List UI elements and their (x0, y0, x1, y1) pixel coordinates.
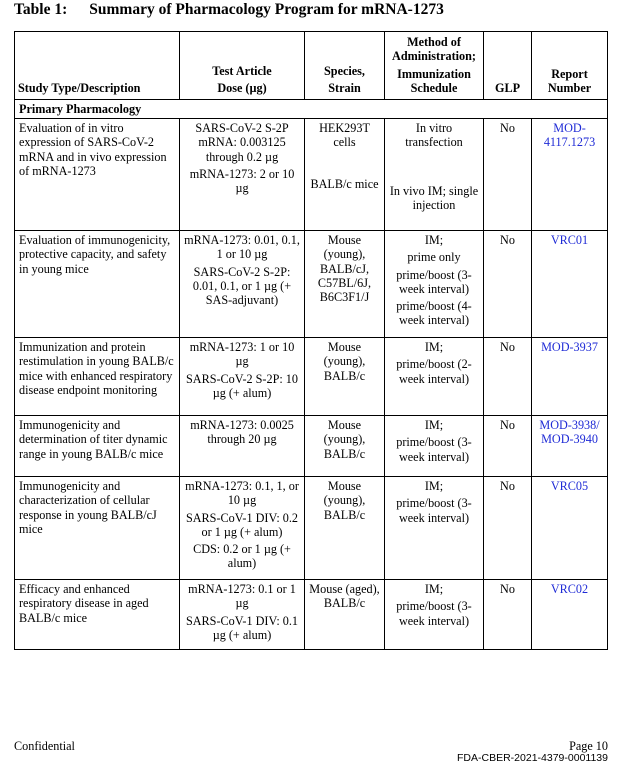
row-species: Mouse (young), BALB/c (305, 338, 385, 416)
table-row (15, 477, 608, 580)
row-description: Immunogenicity and characterization of cellular response in young BALB/cJ mice (15, 477, 180, 580)
table-row (15, 119, 608, 231)
row-species: Mouse (young), BALB/c (305, 477, 385, 580)
row-species: HEK293T cells BALB/c mice (305, 119, 385, 231)
header-study-type: Study Type/Description (15, 32, 180, 100)
header-glp: GLP (484, 32, 532, 100)
row-glp: No (484, 580, 532, 650)
row-report-link[interactable]: MOD-3937 (532, 338, 608, 416)
header-test-article: Test Article Dose (µg) (180, 32, 305, 100)
row-report-link[interactable]: MOD-4117.1273 (532, 119, 608, 231)
row-description: Immunization and protein restimulation in young BALB/c mice with enhanced respiratory disease endpoint monitoring (15, 338, 180, 416)
table-row (15, 231, 608, 338)
row-description: Efficacy and enhanced respiratory disease in aged BALB/c mice (15, 580, 180, 650)
row-species: Mouse (young), BALB/cJ, C57BL/6J, B6C3F1/J (305, 231, 385, 338)
header-method: Method of Administration; Immunization Schedule (385, 32, 484, 100)
row-method: IM; prime/boost (3-week interval) (385, 477, 484, 580)
row-glp: No (484, 119, 532, 231)
section-primary-pharmacology: Primary Pharmacology (15, 100, 608, 119)
row-report-link[interactable]: VRC01 (532, 231, 608, 338)
row-species: Mouse (aged), BALB/c (305, 580, 385, 650)
row-test-article: mRNA-1273: 0.1 or 1 µg SARS-CoV-1 DIV: 0.1 µg (+ alum) (180, 580, 305, 650)
row-method: IM; prime/boost (2-week interval) (385, 338, 484, 416)
table-row (15, 416, 608, 477)
pharmacology-table (14, 31, 608, 650)
page-number: Page 10 (569, 739, 608, 753)
row-method: IM; prime/boost (3-week interval) (385, 580, 484, 650)
row-report-link[interactable]: MOD-3938/ MOD-3940 (532, 416, 608, 477)
row-method: In vitro transfection In vivo IM; single injection (385, 119, 484, 231)
row-report-link[interactable]: VRC02 (532, 580, 608, 650)
header-species: Species, Strain (305, 32, 385, 100)
row-description: Evaluation of in vitro expression of SARS-CoV-2 mRNA and in vivo expression of mRNA-1273 (15, 119, 180, 231)
row-test-article: SARS-CoV-2 S-2P mRNA: 0.003125 through 0.2 µg mRNA-1273: 2 or 10 µg (180, 119, 305, 231)
row-glp: No (484, 231, 532, 338)
row-method: IM; prime only prime/boost (3-week interval) prime/boost (4-week interval) (385, 231, 484, 338)
row-glp: No (484, 416, 532, 477)
table-number: Table 1: (14, 1, 68, 18)
row-method: IM; prime/boost (3-week interval) (385, 416, 484, 477)
confidential-label: Confidential (14, 739, 75, 753)
row-test-article: mRNA-1273: 1 or 10 µg SARS-CoV-2 S-2P: 10 µg (+ alum) (180, 338, 305, 416)
table-title-text: Summary of Pharmacology Program for mRNA-1273 (89, 1, 444, 18)
table-title (14, 1, 444, 19)
document-id: FDA-CBER-2021-4379-0001139 (457, 752, 608, 764)
header-row (15, 32, 608, 100)
row-report-link[interactable]: VRC05 (532, 477, 608, 580)
row-test-article: mRNA-1273: 0.0025 through 20 µg (180, 416, 305, 477)
table-row (15, 338, 608, 416)
row-description: Evaluation of immunogenicity, protective capacity, and safety in young mice (15, 231, 180, 338)
section-row (15, 100, 608, 119)
row-test-article: mRNA-1273: 0.1, 1, or 10 µg SARS-CoV-1 DIV: 0.2 or 1 µg (+ alum) CDS: 0.2 or 1 µg (+ alum) (180, 477, 305, 580)
row-test-article: mRNA-1273: 0.01, 0.1, 1 or 10 µg SARS-CoV-2 S-2P: 0.01, 0.1, or 1 µg (+ SAS-adjuvant) (180, 231, 305, 338)
row-glp: No (484, 338, 532, 416)
row-species: Mouse (young), BALB/c (305, 416, 385, 477)
header-report-number: Report Number (532, 32, 608, 100)
table-row (15, 580, 608, 650)
row-glp: No (484, 477, 532, 580)
row-description: Immunogenicity and determination of titer dynamic range in young BALB/c mice (15, 416, 180, 477)
